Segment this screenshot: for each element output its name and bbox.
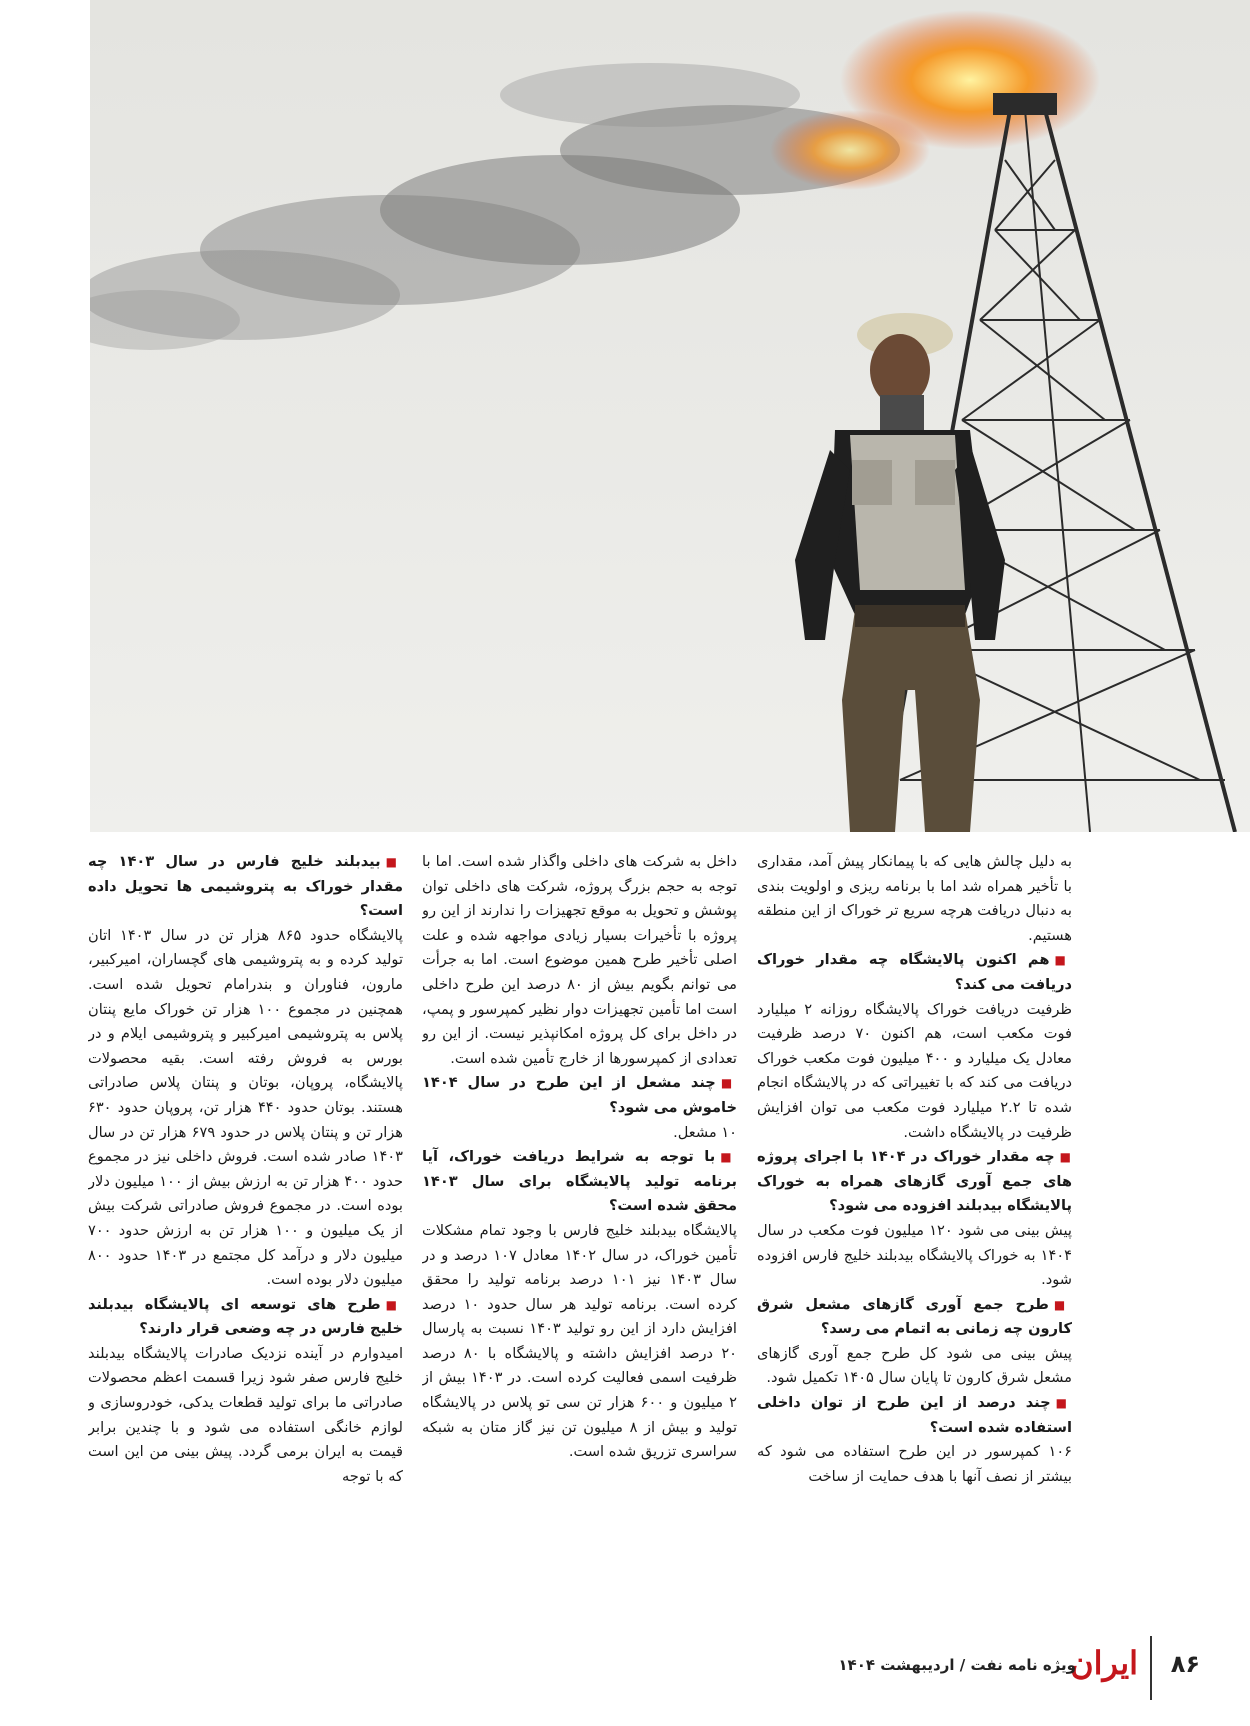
brand-logo: ایران xyxy=(1070,1644,1138,1682)
column1-paragraph-1: به دلیل چالش هایی که با پیمانکار پیش آمد، مقداری با تأخیر همراه شد اما با برنامه ریزی و اولویت بندی به دنبال دریافت هرچه سریع تر خوراک از این منطقه هستیم. xyxy=(757,853,1072,944)
column1-question-4 xyxy=(757,1391,1072,1440)
column1-question-1 xyxy=(757,948,1072,997)
gas-flare-worker-photo xyxy=(90,0,1250,832)
column3-question-1 xyxy=(88,850,403,924)
column2-question-1 xyxy=(422,1071,737,1120)
column3-question-2 xyxy=(88,1293,403,1342)
column2-paragraph-3: پالایشگاه بیدبلند خلیج فارس با وجود تمام مشکلات تأمین خوراک، در سال ۱۴۰۲ معادل ۱۰۷ درصد و در سال ۱۴۰۳ نیز ۱۰۱ درصد برنامه تولید را محقق کرده است. برنامه تولید هر سال حدود ۱۰ درصد افزایش دارد از این رو تولید ۱۴۰۳ نسبت به پارسال ۲۰ درصد افزایش داشته و پالایشگاه با ۸۰ درصد ظرفیت اسمی فعالیت کرده است. در ۱۴۰۳ بیش از ۲ میلیون و ۶۰۰ هزار تن سی تو پلاس در پالایشگاه تولید و بیش از ۸ میلیون تن نیز گاز متان به شبکه سراسری تزریق شده است. xyxy=(422,1221,737,1461)
question-text: طرح جمع آوری گازهای مشعل شرق کارون چه زمانی به اتمام می رسد؟ xyxy=(757,1295,1072,1338)
question-text: بیدبلند خلیج فارس در سال ۱۴۰۳ چه مقدار خوراک به پتروشیمی ها تحویل داده است؟ xyxy=(88,853,403,920)
footer-divider xyxy=(1150,1636,1152,1700)
page-number: ۸۶ xyxy=(1170,1650,1200,1678)
question-text: چند مشعل از این طرح در سال ۱۴۰۴ خاموش می شود؟ xyxy=(422,1074,737,1116)
column2-paragraph-1: داخل به شرکت های داخلی واگذار شده است. اما با توجه به حجم بزرگ پروژه، شرکت های داخلی توان پوشش و تحویل به موقع تجهیزات را ندارند از این رو پروژه با تأخیرات بسیار زیادی مواجهه شده و علت اصلی تأخیر طرح همین موضوع است. اما به جرأت می توانم بگویم بیش از ۸۰ درصد این طرح داخلی است اما تأمین تجهیزات دوار نظیر کمپرسور و پمپ، در داخل برای کل پروژه امکانپذیر نیست. از این رو تعدادی از کمپرسورها از خارج تأمین شده است. xyxy=(422,853,737,1067)
red-square-icon: ■ xyxy=(1055,1396,1072,1411)
article-column-right xyxy=(757,850,1072,1620)
red-square-icon: ■ xyxy=(720,1150,737,1165)
article-column-middle xyxy=(422,850,737,1620)
column2-paragraph-2: ۱۰ مشعل. xyxy=(673,1123,737,1141)
page-footer xyxy=(838,1644,1200,1688)
question-text: هم اکنون پالایشگاه چه مقدار خوراک دریافت می کند؟ xyxy=(757,951,1072,993)
red-square-icon: ■ xyxy=(1054,953,1072,968)
question-text: طرح های توسعه ای پالایشگاه بیدبلند خلیج فارس در چه وضعی قرار دارند؟ xyxy=(88,1295,403,1338)
issue-subtitle: ویژه نامه نفت / اردیبهشت ۱۴۰۴ xyxy=(838,1656,1076,1674)
column1-question-3 xyxy=(757,1293,1072,1342)
column2-question-2 xyxy=(422,1145,737,1219)
question-text: چه مقدار خوراک در ۱۴۰۴ با اجرای پروژه های جمع آوری گازهای همراه به خوراک پالایشگاه بیدبلند افزوده می شود؟ xyxy=(757,1148,1072,1215)
red-square-icon: ■ xyxy=(385,855,403,869)
article-column-left xyxy=(88,850,403,1620)
header-photo xyxy=(90,0,1250,832)
column1-paragraph-2: ظرفیت دریافت خوراک پالایشگاه روزانه ۲ میلیارد فوت مکعب است، هم اکنون ۷۰ درصد ظرفیت معادل یک میلیارد و ۴۰۰ میلیون فوت مکعب خوراک دریافت می کند که با تغییراتی که در پالایشگاه انجام شده تا ۲.۲ میلیارد فوت مکعب می توان افزایش ظرفیت در پالایشگاه داشت. xyxy=(757,1000,1072,1141)
red-square-icon: ■ xyxy=(1053,1297,1072,1312)
column1-paragraph-3: پیش بینی می شود ۱۲۰ میلیون فوت مکعب در سال ۱۴۰۴ به خوراک پالایشگاه بیدبلند خلیج فارس افزوده شود. xyxy=(757,1221,1072,1289)
column3-paragraph-1: پالایشگاه حدود ۸۶۵ هزار تن در سال ۱۴۰۳ اتان تولید کرده و به پتروشیمی های گچساران، امیرکبیر، مارون، فناوران و بندرامام تحویل شده است. همچنین در مجموع ۱۰۰ هزار تن خوراک مایع پنتان پلاس به پتروشیمی امیرکبیر و پتروشیمی ایلام و در بورس به فروش رفته است. بقیه محصولات پالایشگاه، پروپان، بوتان و پنتان پلاس صادراتی هستند. بوتان حدود ۴۴۰ هزار تن، پروپان حدود ۶۳۰ هزار تن و پنتان پلاس در حدود ۶۷۹ هزار تن در سال ۱۴۰۳ صادر شده است. فروش داخلی نیز در مجموع حدود ۴۰۰ هزار تن به ارزش بیش از ۱۰۰ میلیون دلار بوده است. در مجموع فروش صادراتی شرکت بیش از یک میلیون و ۱۰۰ هزار تن به ارزش حدود ۷۰۰ میلیون دلار و درآمد کل مجتمع در ۱۴۰۳ حدود ۸۰۰ میلیون دلار بوده است. xyxy=(88,926,403,1289)
red-square-icon: ■ xyxy=(720,1076,737,1091)
column1-paragraph-5: ۱۰۶ کمپرسور در این طرح استفاده می شود که بیشتر از نصف آنها با هدف حمایت از ساخت xyxy=(757,1443,1072,1485)
red-square-icon: ■ xyxy=(1059,1150,1072,1165)
question-text: چند درصد از این طرح از توان داخلی استفاده شده است؟ xyxy=(757,1394,1072,1436)
column1-paragraph-4: پیش بینی می شود کل طرح جمع آوری گازهای مشعل شرق کارون تا پایان سال ۱۴۰۵ تکمیل شود. xyxy=(757,1344,1072,1387)
question-text: با توجه به شرایط دریافت خوراک، آیا برنامه تولید پالایشگاه برای سال ۱۴۰۳ محقق شده است؟ xyxy=(422,1148,737,1215)
column1-question-2 xyxy=(757,1145,1072,1219)
column3-paragraph-2: امیدوارم در آینده نزدیک صادرات پالایشگاه بیدبلند خلیج فارس صفر شود زیرا قسمت اعظم محصولات صادراتی ما برای تولید قطعات یدکی، خودروسازی و لوازم خانگی استفاده می شود و با چندین برابر قیمت به ایران برمی گردد. پیش بینی من این است که با توجه xyxy=(88,1344,403,1485)
red-square-icon: ■ xyxy=(385,1297,403,1312)
